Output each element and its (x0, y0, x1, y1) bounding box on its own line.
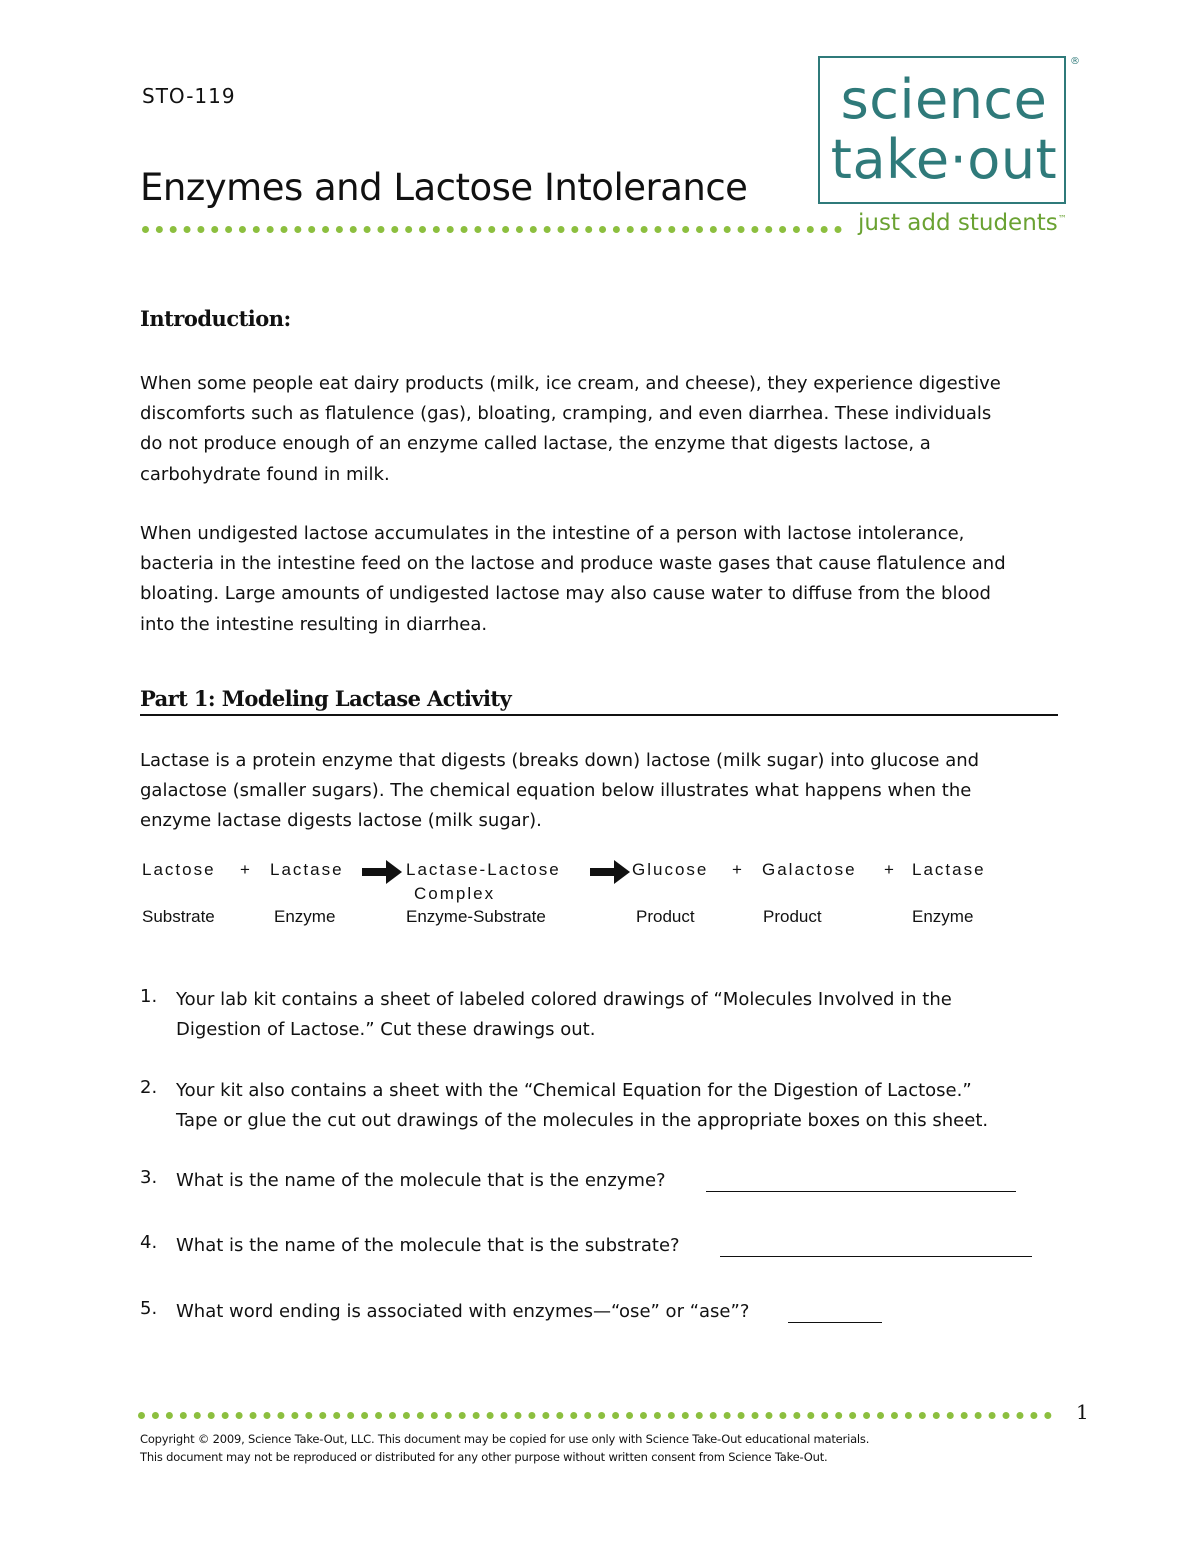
text-line: When some people eat dairy products (milk, ice cream, and cheese), they experience digestive (140, 373, 1001, 394)
text-line: galactose (smaller sugars). The chemical equation below illustrates what happens when the (140, 780, 972, 802)
footer-dotted-divider (138, 1412, 1052, 1419)
text-line: enzyme lactase digests lactose (milk sugar). (140, 810, 542, 832)
document-code: STO-119 (142, 84, 236, 108)
eq-lactase: Lactase (270, 860, 344, 879)
eq-plus: + (732, 860, 744, 879)
part1-heading: Part 1: Modeling Lactase Activity (140, 686, 1058, 716)
question-number: 3. (140, 1167, 158, 1188)
text-line: into the intestine resulting in diarrhea. (140, 613, 488, 635)
eq-plus: + (240, 860, 252, 879)
eq-glucose: Glucose (632, 860, 709, 879)
question-number: 4. (140, 1232, 158, 1253)
text-line: bacteria in the intestine feed on the lactose and produce waste gases that cause flatulence and (140, 553, 1006, 575)
page-title: Enzymes and Lactose Intolerance (140, 166, 748, 209)
intro-paragraph-1 (140, 369, 1070, 490)
eq-galactose: Galactose (762, 860, 857, 879)
logo-line-science: science (840, 68, 1048, 131)
copyright-footer (140, 1430, 869, 1466)
eq-complex-line2: Complex (414, 884, 496, 903)
question-text (176, 1076, 1076, 1136)
text-line: Your lab kit contains a sheet of labeled colored drawings of “Molecules Involved in the (176, 989, 952, 1010)
part1-paragraph (140, 746, 1070, 837)
text-line: do not produce enough of an enzyme called lactase, the enzyme that digests lactose, a (140, 433, 931, 455)
logo-tagline: just add students™ (858, 210, 1067, 236)
question-text (176, 985, 1076, 1045)
reaction-arrow-icon (362, 860, 402, 884)
text-line: Digestion of Lactose.” Cut these drawings out. (176, 1019, 596, 1041)
answer-blank-enzyme[interactable] (706, 1171, 1016, 1192)
question-text: What word ending is associated with enzymes—“ose” or “ase”? (176, 1301, 750, 1322)
question-text: What is the name of the molecule that is the enzyme? (176, 1170, 666, 1191)
question-text: What is the name of the molecule that is the substrate? (176, 1235, 680, 1256)
title-dotted-divider (142, 226, 842, 233)
text-line: Lactase is a protein enzyme that digests (breaks down) lactose (milk sugar) into glucose and (140, 750, 980, 771)
science-take-out-logo (818, 56, 1066, 204)
introduction-heading: Introduction: (140, 306, 291, 331)
registered-mark: ® (1070, 56, 1080, 67)
text-line: discomforts such as flatulence (gas), bloating, cramping, and even diarrhea. These individuals (140, 403, 992, 425)
question-number: 5. (140, 1298, 158, 1319)
eq-lactase-2: Lactase (912, 860, 986, 879)
text-line: carbohydrate found in milk. (140, 463, 390, 485)
intro-paragraph-2 (140, 519, 1070, 640)
text-line: Tape or glue the cut out drawings of the molecules in the appropriate boxes on this sheet. (176, 1110, 989, 1132)
eq-role-product: Product (636, 907, 695, 926)
text-line: Your kit also contains a sheet with the “Chemical Equation for the Digestion of Lactose.” (176, 1080, 972, 1101)
eq-role-enzyme: Enzyme (274, 907, 336, 926)
eq-role-product: Product (763, 907, 822, 926)
eq-lactose: Lactose (142, 860, 216, 879)
footer-line: This document may not be reproduced or distributed for any other purpose without written consent from Science Take-Out. (140, 1450, 828, 1464)
eq-complex-line1: Lactase-Lactose (406, 860, 561, 879)
question-number: 1. (140, 986, 158, 1007)
eq-plus: + (884, 860, 896, 879)
eq-role-substrate: Substrate (142, 907, 215, 926)
footer-line: Copyright © 2009, Science Take-Out, LLC. This document may be copied for use only with Science Take-Out educational materials. (140, 1432, 870, 1446)
answer-blank-substrate[interactable] (720, 1236, 1032, 1257)
answer-blank-ending[interactable] (788, 1302, 882, 1323)
question-number: 2. (140, 1077, 158, 1098)
page-number: 1 (1076, 1400, 1089, 1424)
text-line: When undigested lactose accumulates in the intestine of a person with lactose intolerance, (140, 523, 965, 544)
text-line: bloating. Large amounts of undigested lactose may also cause water to diffuse from the blood (140, 583, 991, 605)
eq-role-enzyme: Enzyme (912, 907, 974, 926)
logo-line-takeout: take·out (830, 128, 1058, 191)
eq-role-enzyme-substrate: Enzyme-Substrate (406, 907, 546, 926)
reaction-arrow-icon (590, 860, 630, 884)
